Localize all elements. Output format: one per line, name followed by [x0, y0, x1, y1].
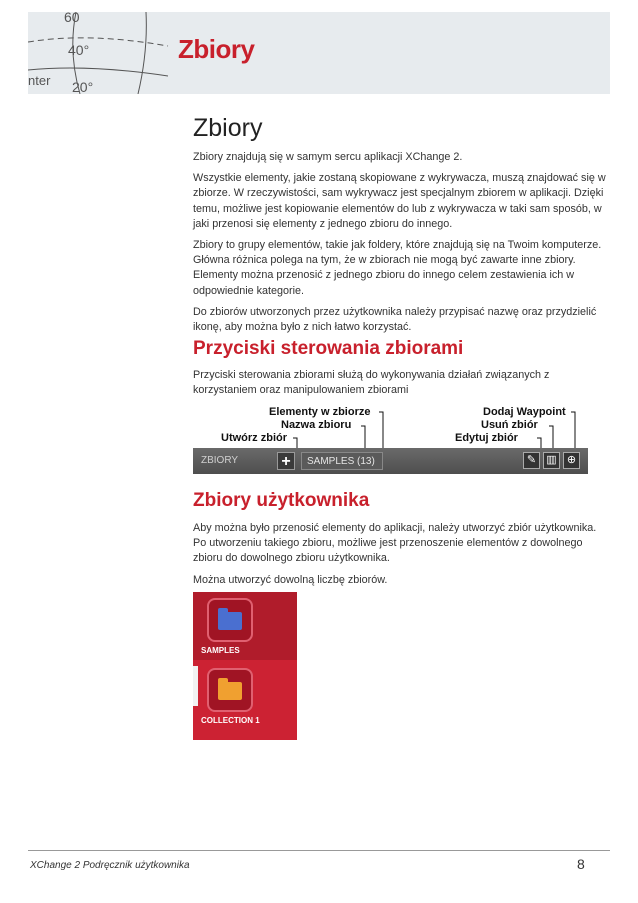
scroll-handle[interactable]: [193, 666, 198, 706]
paragraph: Zbiory znajdują się w samym sercu aplikacji XChange 2.: [193, 151, 463, 163]
label-add-waypoint: Dodaj Waypoint: [483, 406, 566, 418]
label-delete: Usuń zbiór: [481, 419, 538, 431]
paragraph: Zbiory to grupy elementów, takie jak foldery, które znajdują się na Twoim komputerze. Główna różnica polega na tym, że w zbiorach nie mogą być zawarte inne zbiory. Elementy można przenosić z jednego zbioru do innego celem zestawienia ich w odpowiednie kategorie.: [193, 239, 602, 297]
page-header: [28, 12, 610, 94]
label-name: Nazwa zbioru: [281, 419, 352, 431]
folder-icon: [218, 682, 242, 700]
collections-toolbar: [193, 448, 588, 474]
collection-button-samples[interactable]: [207, 598, 253, 642]
trash-icon[interactable]: ▥: [543, 452, 560, 469]
label-create: Utwórz zbiór: [221, 432, 287, 444]
footer-divider: [28, 850, 610, 851]
controls-figure: [193, 404, 588, 476]
create-collection-button[interactable]: +: [277, 452, 295, 470]
map-label: 20°: [72, 79, 94, 94]
paragraph: Aby można było przenosić elementy do aplikacji, należy utworzyć zbiór użytkownika. Po utworzeniu takiego zbioru, możliwe jest przenoszenie elementów z dowolnego zbioru do dowolnego zbioru użytkownika.: [193, 522, 597, 565]
paragraph: Przyciski sterowania zbiorami służą do wykonywania działań związanych z korzystaniem oraz manipulowaniem zbiorami: [193, 369, 550, 397]
header-title: Zbiory: [178, 34, 255, 64]
user-collections-body: [193, 521, 611, 594]
section-body: [193, 150, 611, 341]
map-label: nter: [28, 73, 51, 88]
edit-icon[interactable]: ✎: [523, 452, 540, 469]
map-label: 60: [64, 12, 80, 25]
collection-label: COLLECTION 1: [201, 716, 260, 725]
footer-title: XChange 2 Podręcznik użytkownika: [30, 860, 190, 871]
label-items: Elementy w zbiorze: [269, 406, 371, 418]
page-number: 8: [577, 856, 585, 872]
controls-body: [193, 368, 611, 404]
collections-panel: [193, 592, 297, 740]
add-waypoint-icon[interactable]: ⊕: [563, 452, 580, 469]
collection-button-collection-1[interactable]: [207, 668, 253, 712]
folder-icon: [218, 612, 242, 630]
paragraph: Można utworzyć dowolną liczbę zbiorów.: [193, 573, 388, 586]
map-graphic: [28, 12, 188, 94]
paragraph: Do zbiorów utworzonych przez użytkownika należy przypisać nazwę oraz przydzielić ikonę, aby można było z nich łatwo korzystać.: [193, 305, 597, 334]
paragraph: Wszystkie elementy, jakie zostaną skopiowane z wykrywacza, muszą znajdować się w zbiorze. W rzeczywistości, sam wykrywacz jest specjalnym zbiorem w aplikacji. Dzięki temu, możliwe jest kopiowanie elementów do lub z wykrywacza w taki sam sposób, w jaki przenosi się elementy z jednego zbioru do innego.: [193, 172, 606, 230]
user-collections-heading: Zbiory użytkownika: [193, 490, 370, 511]
collection-label: SAMPLES: [201, 646, 240, 655]
controls-heading: Przyciski sterowania zbiorami: [193, 338, 464, 359]
map-label: 40°: [68, 42, 90, 58]
label-edit: Edytuj zbiór: [455, 432, 518, 444]
section-title: Zbiory: [193, 114, 263, 142]
toolbar-label: ZBIORY: [201, 455, 239, 466]
collection-select[interactable]: SAMPLES (13): [301, 452, 383, 470]
